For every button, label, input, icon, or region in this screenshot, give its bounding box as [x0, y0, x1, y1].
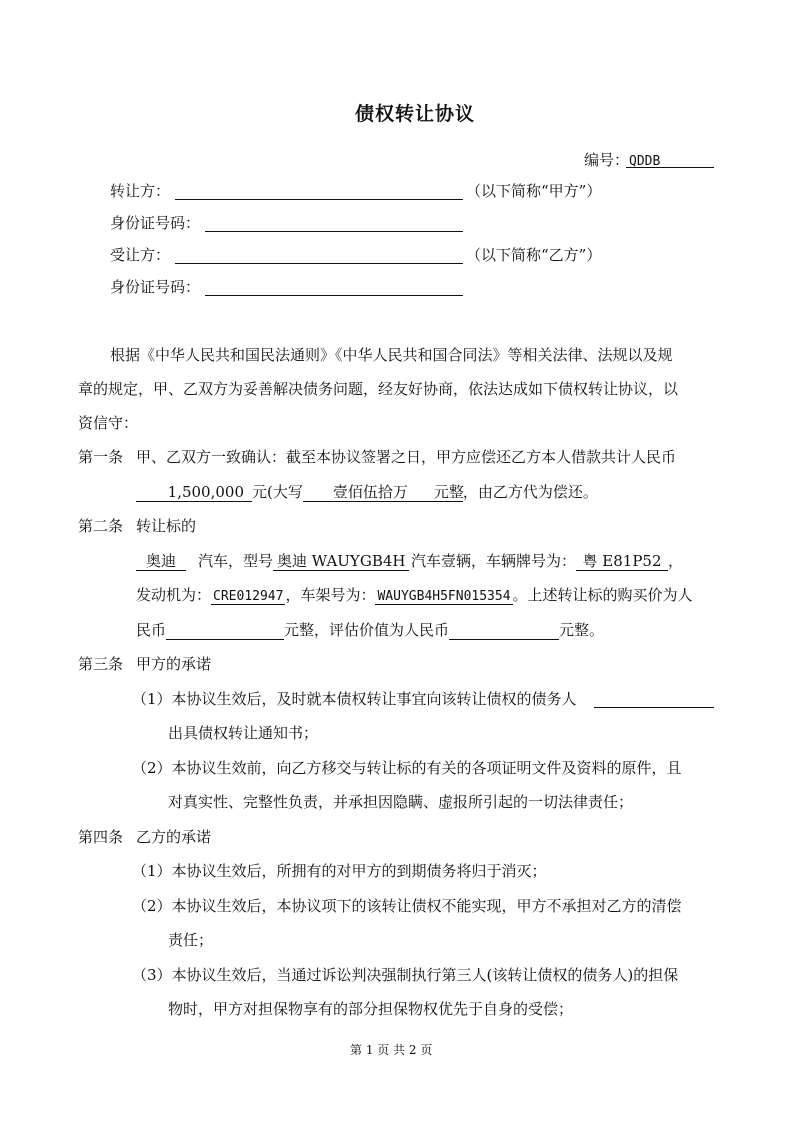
- transferee-id-blank: [205, 295, 463, 296]
- amount-figure: 1,500,000: [136, 483, 252, 502]
- car-brand: 奥迪: [136, 552, 186, 571]
- car-plate: 粤 E81P52: [576, 552, 668, 571]
- amount-upper: 壹佰伍拾万: [332, 483, 408, 501]
- car-model: 奥迪 WAUYGB4H: [273, 552, 409, 571]
- article-2-text-car: 汽车，型号: [198, 552, 274, 570]
- article-1-text-b: ，由乙方代为偿还。: [462, 483, 598, 501]
- article-2-text-count: 汽车壹辆，车辆牌号为：: [411, 552, 577, 570]
- transferee-blank: [175, 263, 463, 264]
- engine-number: CRE012947: [213, 589, 284, 604]
- frame-label: ，车架号为：: [285, 586, 376, 604]
- article-1-line-1: 甲、乙双方一致确认：截至本协议签署之日，甲方应偿还乙方本人借款共计人民币: [136, 448, 677, 466]
- value-suffix: 元整。: [559, 621, 605, 639]
- price-suffix: 元整，评估价值为人民币: [284, 621, 450, 639]
- article-4-heading: 第四条: [78, 828, 124, 846]
- article-4-item-2-line-1: （2）本协议生效后，本协议项下的该转让债权不能实现，甲方不承担对乙方的清偿: [132, 897, 682, 915]
- frame-number: WAUYGB4H5FN015354: [377, 589, 511, 604]
- serial-underline: [626, 167, 714, 168]
- transferor-blank: [175, 199, 463, 200]
- transferor-id-label: 身份证号码：: [110, 214, 201, 232]
- article-1-heading: 第一条: [78, 448, 124, 466]
- article-2-line-1: [136, 551, 683, 571]
- article-1-text-a: 元(大写: [252, 483, 303, 501]
- debtor-blank: [594, 707, 714, 708]
- article-2-title: 转让标的: [136, 517, 197, 535]
- price-blank: [166, 621, 284, 640]
- article-3-item-1-line-2: 出具债权转让通知书；: [168, 724, 319, 742]
- article-4-item-3-line-1: （3）本协议生效后，当通过诉讼判决强制执行第三人(该转让债权的债务人)的担保: [132, 966, 679, 984]
- transferor-suffix: （以下简称“甲方”）: [466, 182, 602, 200]
- article-2-text-price: 。上述转让标的购买价为人: [512, 586, 693, 604]
- article-4-title: 乙方的承诺: [136, 828, 212, 846]
- article-3-item-1-line-1: （1）本协议生效后，及时就本债权转让事宜向该转让债权的债务人: [132, 690, 577, 708]
- transferor-label: 转让方：: [110, 182, 171, 200]
- amount-upper-unit: 元整: [433, 483, 464, 501]
- transferor-id-blank: [205, 231, 463, 232]
- preamble-line-1: 根据《中华人民共和国民法通则》《中华人民共和国合同法》等相关法律、法规以及规: [110, 346, 673, 364]
- transferee-label: 受让方：: [110, 246, 171, 264]
- article-3-title: 甲方的承诺: [136, 655, 212, 673]
- article-3-item-2-line-2: 对真实性、完整性负责，并承担因隐瞒、虚报所引起的一切法律责任；: [168, 793, 634, 811]
- article-2-comma: ，: [668, 552, 684, 570]
- engine-label: 发动机为：: [136, 586, 212, 604]
- value-blank: [449, 621, 559, 640]
- article-2-heading: 第二条: [78, 517, 124, 535]
- article-2-line-3: [136, 620, 604, 640]
- article-2-line-2: [136, 585, 693, 607]
- transferee-suffix: （以下简称“乙方”）: [466, 246, 602, 264]
- serial-value: QDDB: [629, 154, 661, 169]
- article-4-item-1: （1）本协议生效后，所拥有的对甲方的到期债务将归于消灭；: [132, 862, 547, 880]
- amount-upper-field: [303, 483, 463, 502]
- article-3-heading: 第三条: [78, 655, 124, 673]
- preamble-line-2: 章的规定，甲、乙双方为妥善解决债务问题，经友好协商，依法达成如下债权转让协议，以: [78, 380, 679, 398]
- preamble-line-3: 资信守：: [78, 414, 139, 432]
- transferee-id-label: 身份证号码：: [110, 278, 201, 296]
- serial-label: 编号：: [584, 151, 630, 169]
- price-prefix: 民币: [136, 621, 167, 639]
- document-title: 债权转让协议: [355, 103, 476, 125]
- serial-number: [584, 150, 660, 172]
- page-footer: 第 1 页 共 2 页: [350, 1043, 433, 1057]
- article-4-item-2-line-2: 责任；: [168, 931, 214, 949]
- article-1-line-2: [136, 482, 598, 502]
- article-3-item-2-line-1: （2）本协议生效前，向乙方移交与转让标的有关的各项证明文件及资料的原件，且: [132, 759, 682, 777]
- article-4-item-3-line-2: 物时，甲方对担保物享有的部分担保物权优先于自身的受偿；: [168, 1000, 574, 1018]
